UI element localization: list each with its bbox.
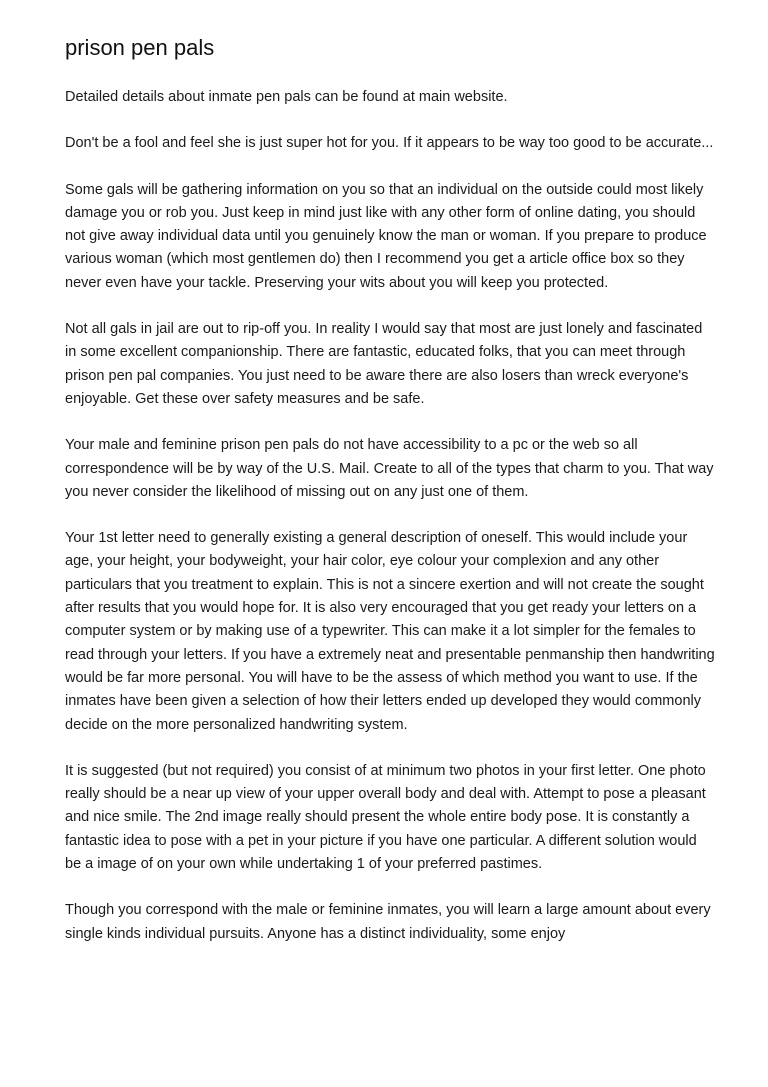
paragraph: Your 1st letter need to generally existing a general description of oneself. This would include your age, your height, your bodyweight, your hair color, eye colour your complexion and any other particulars that you treatment to explain. This is not a sincere exertion and will not create the sought after results that you would hope for. It is also very encouraged that you get ready your letters on a computer system or by making use of a typewriter. This can make it a lot simpler for the females to read through your letters. If you have a extremely neat and presentable penmanship then handwriting would be far more personal. You will have to be the assess of which method you want to use. If the inmates have been given a selection of how their letters ended up developed they would commonly decide on the more personalized handwriting system. xyxy=(65,530,715,733)
document-title: prison pen pals xyxy=(65,35,215,60)
paragraph: Some gals will be gathering information on you so that an individual on the outside could most likely damage you or rob you. Just keep in mind just like with any other form of online dating, you should not give away individual data until you genuinely know the man or woman. If you prepare to produce various woman (which most gentlemen do) then I recommend you get a article office box so they never even have your tackle. Preserving your wits about you will keep you protected. xyxy=(65,181,707,291)
paragraph: Not all gals in jail are out to rip-off you. In reality I would say that most are just lonely and fascinated in some excellent companionship. There are fantastic, educated folks, that you can meet through prison pen pal companies. You just need to be aware there are also losers than wreck everyone's enjoyable. Get these over safety measures and be safe. xyxy=(65,321,703,407)
paragraph: Though you correspond with the male or feminine inmates, you will learn a large amount about every single kinds individual pursuits. Anyone has a distinct individuality, some enjoy xyxy=(65,902,711,942)
paragraph: It is suggested (but not required) you consist of at minimum two photos in your first letter. One photo really should be a near up view of your upper overall body and deal with. Attempt to pose a pleasant and nice smile. The 2nd image really should present the whole entire body pose. It is constantly a fantastic idea to pose with a pet in your picture if you have one particular. A different solution would be a image of on your own while undertaking 1 of your preferred pastimes. xyxy=(65,762,706,873)
paragraph: Detailed details about inmate pen pals can be found at main website. xyxy=(65,89,508,105)
document-page xyxy=(65,34,715,969)
paragraph: Your male and feminine prison pen pals do not have accessibility to a pc or the web so all correspondence will be by way of the U.S. Mail. Create to all of the types that charm to you. That way you never consider the likelihood of missing out on any just one of them. xyxy=(65,437,714,500)
paragraph: Don't be a fool and feel she is just super hot for you. If it appears to be way too good to be accurate... xyxy=(65,135,714,152)
